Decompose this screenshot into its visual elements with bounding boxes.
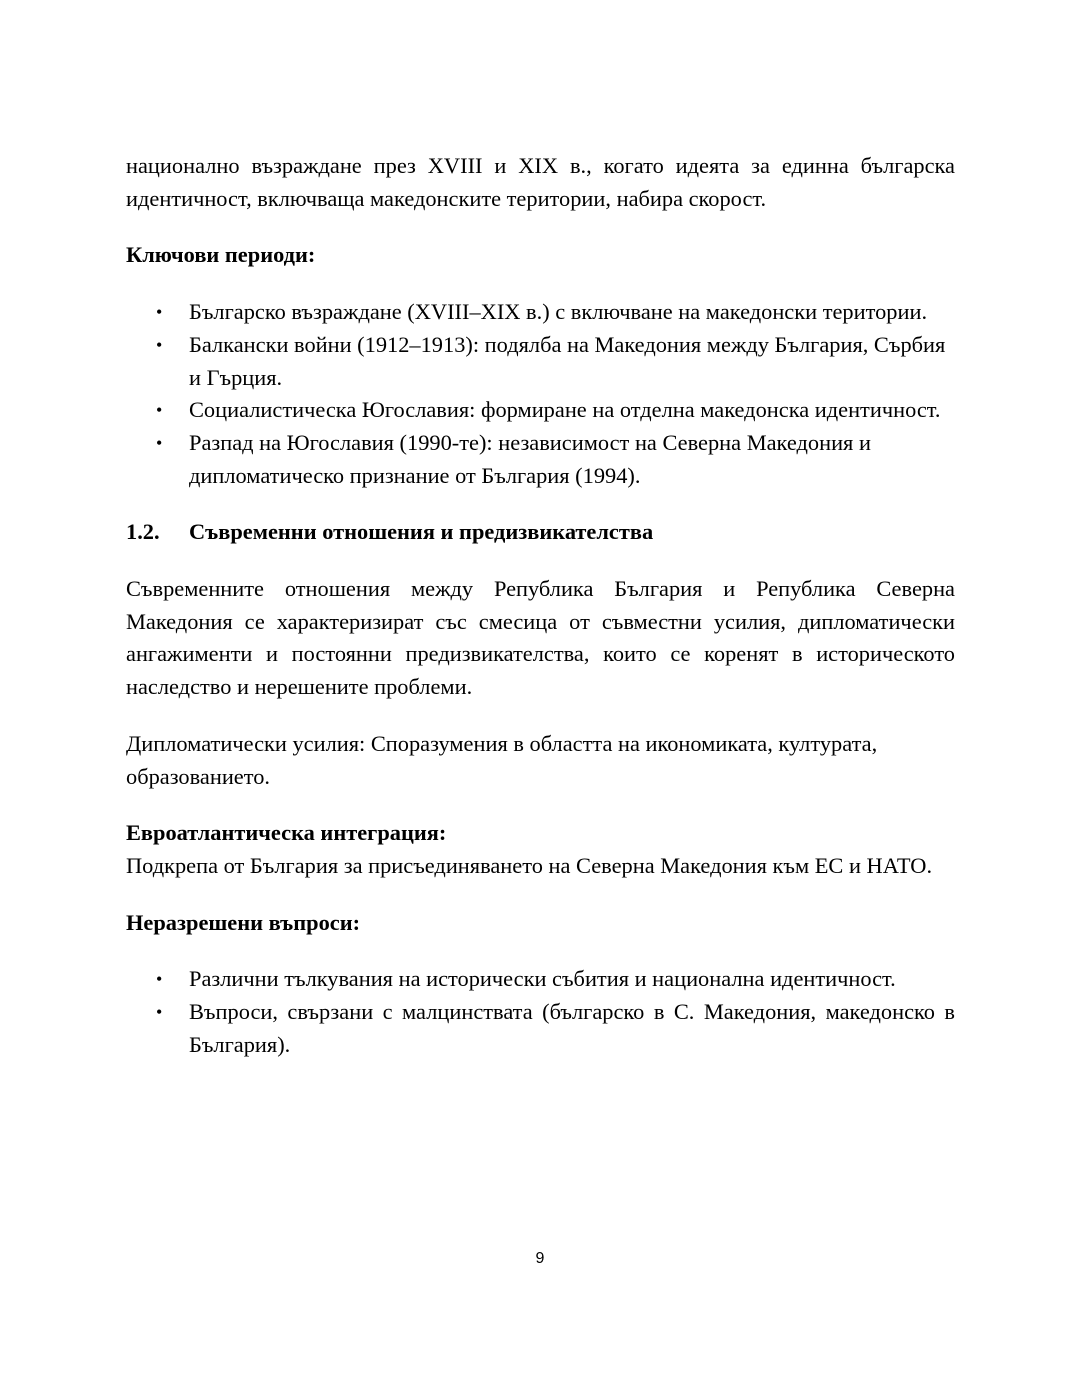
list-item — [126, 427, 955, 492]
key-periods-heading: Ключови периоди: — [126, 242, 316, 268]
list-item — [126, 329, 955, 394]
euroatlantic-heading: Евроатлантическа интеграция: — [126, 820, 447, 846]
list-item-text: Разпад на Югославия (1990-те): независимост на Северна Македония и дипломатическо признание от България (1994). — [189, 429, 871, 488]
list-item — [126, 996, 955, 1061]
section-number: 1.2. — [126, 519, 160, 545]
section-title: Съвременни отношения и предизвикателства — [189, 519, 654, 545]
list-item-text: Социалистическа Югославия: формиране на отделна македонска идентичност. — [189, 397, 941, 423]
unresolved-list — [126, 963, 955, 1061]
list-item — [126, 963, 955, 996]
relations-paragraph: Съвременните отношения между Република България и Република Северна Македония се характеризират със смесица от съвместни усилия, дипломатически ангажименти и постоянни предизвикателства, които се коренят в историческото наследство и нерешените проблеми. — [126, 576, 955, 700]
bullet-icon: • — [156, 432, 163, 453]
bullet-icon: • — [156, 969, 163, 990]
intro-paragraph: национално възраждане през XVIII и XIX в., когато идеята за единна българска идентичност, включваща македонските територии, набира скорост. — [126, 153, 955, 211]
unresolved-heading: Неразрешени въпроси: — [126, 909, 361, 935]
key-periods-list — [126, 296, 955, 492]
list-item — [126, 394, 955, 427]
bullet-icon: • — [156, 334, 163, 355]
bullet-icon: • — [156, 400, 163, 421]
page-number: 9 — [535, 1250, 545, 1267]
bullet-icon: • — [156, 1002, 163, 1023]
bullet-icon: • — [156, 302, 163, 323]
list-item-text: Различни тълкувания на исторически събития и национална идентичност. — [189, 966, 896, 992]
page-content — [126, 150, 955, 1061]
list-item — [126, 296, 955, 329]
euroatlantic-text: Подкрепа от България за присъединяването на Северна Македония към ЕС и НАТО. — [126, 852, 933, 878]
diplomatic-paragraph: Дипломатически усилия: Споразумения в областта на икономиката, културата, образованието. — [126, 730, 878, 789]
list-item-text: Българско възраждане (XVIII–XIX в.) с включване на македонски територии. — [189, 299, 928, 325]
list-item-text: Въпроси, свързани с малцинствата (българско в С. Македония, македонско в България). — [189, 999, 955, 1057]
section-heading — [126, 516, 955, 549]
list-item-text: Балкански войни (1912–1913): подялба на Македония между България, Сърбия и Гърция. — [189, 331, 946, 390]
